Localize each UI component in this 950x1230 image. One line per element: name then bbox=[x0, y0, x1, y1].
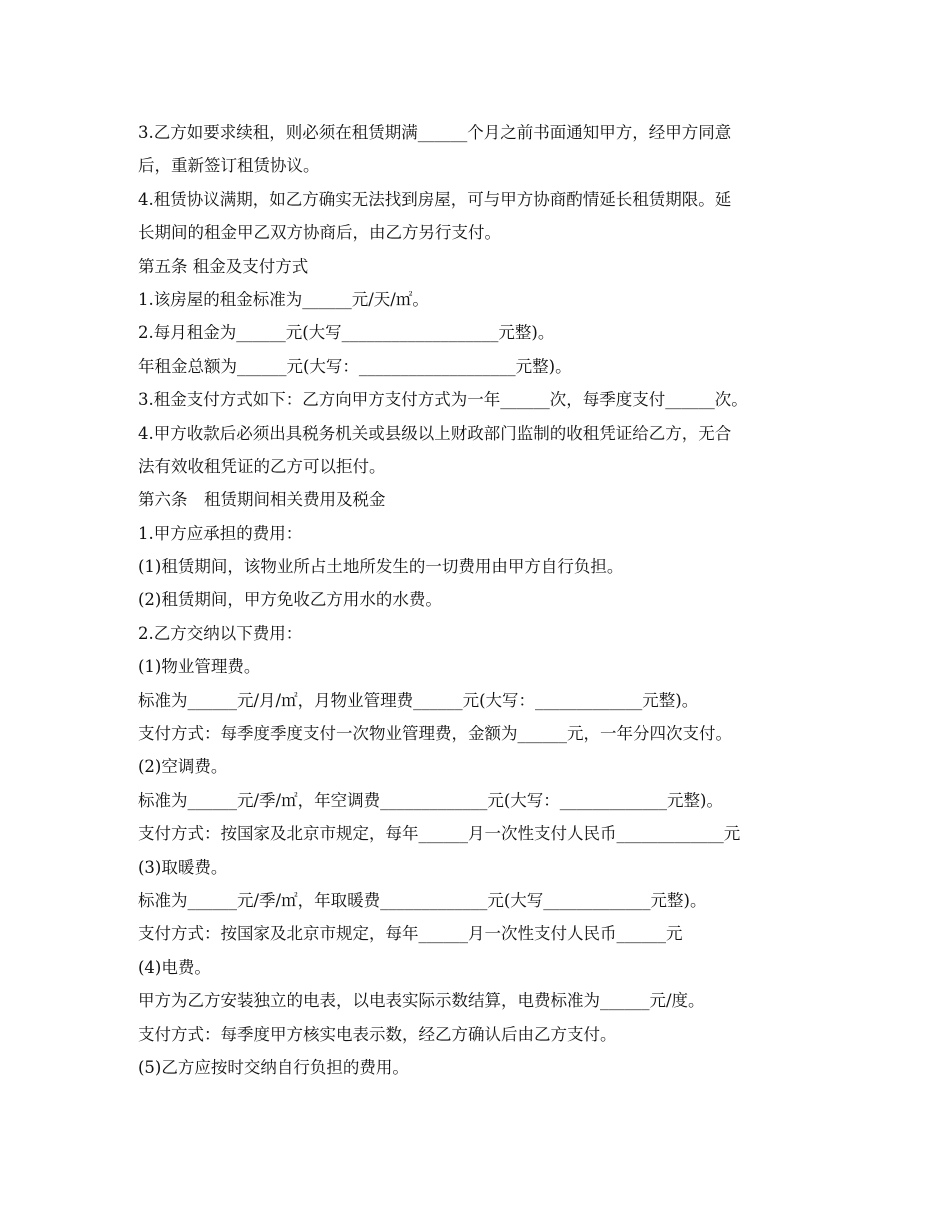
text-line: 4.甲方收款后必须出具税务机关或县级以上财政部门监制的收租凭证给乙方，无合 bbox=[138, 423, 732, 443]
text-line: 支付方式：每季度甲方核实电表示数，经乙方确认后由乙方支付。 bbox=[138, 1024, 617, 1044]
text-line: 4.租赁协议满期，如乙方确实无法找到房屋，可与甲方协商酌情延长租赁期限。延 bbox=[138, 189, 732, 209]
text-line: 年租金总额为______元(大写：___________________元整)。 bbox=[138, 356, 572, 376]
text-line: 1.甲方应承担的费用： bbox=[138, 523, 303, 543]
text-line: 标准为______元/季/㎡，年取暖费_____________元(大写_____________元整)。 bbox=[138, 890, 707, 910]
text-line: (2)租赁期间，甲方免收乙方用水的水费。 bbox=[138, 590, 442, 610]
text-line: 后，重新签订租赁协议。 bbox=[138, 156, 320, 176]
section-heading-article-5: 第五条 租金及支付方式 bbox=[138, 256, 309, 276]
section-heading-article-6: 第六条 租赁期间相关费用及税金 bbox=[138, 490, 386, 510]
text-line: (4)电费。 bbox=[138, 957, 211, 977]
text-line: (2)空调费。 bbox=[138, 757, 228, 777]
document-body bbox=[138, 116, 828, 1084]
text-line: (5)乙方应按时交纳自行负担的费用。 bbox=[138, 1057, 409, 1077]
text-line: (1)物业管理费。 bbox=[138, 657, 261, 677]
text-line: 法有效收租凭证的乙方可以拒付。 bbox=[138, 456, 386, 476]
text-line: 支付方式：每季度季度支付一次物业管理费，金额为______元，一年分四次支付。 bbox=[138, 724, 732, 744]
text-line: (3)取暖费。 bbox=[138, 857, 228, 877]
text-line: 1.该房屋的租金标准为______元/天/㎡。 bbox=[138, 289, 429, 309]
text-line: 3.租金支付方式如下：乙方向甲方支付方式为一年______次，每季度支付______次。 bbox=[138, 390, 748, 410]
text-line: 3.乙方如要求续租，则必须在租赁期满______个月之前书面通知甲方，经甲方同意 bbox=[138, 123, 732, 142]
text-line: (1)租赁期间，该物业所占土地所发生的一切费用由甲方自行负担。 bbox=[138, 557, 624, 577]
text-line: 支付方式：按国家及北京市规定，每年______月一次性支付人民币______元 bbox=[138, 924, 683, 944]
text-line: 支付方式：按国家及北京市规定，每年______月一次性支付人民币_____________元 bbox=[138, 824, 741, 844]
text-line: 2.每月租金为______元(大写___________________元整)。 bbox=[138, 323, 555, 343]
text-line: 标准为______元/季/㎡，年空调费_____________元(大写：_____________元整)。 bbox=[138, 790, 723, 810]
text-line: 长期间的租金甲乙双方协商后，由乙方另行支付。 bbox=[138, 223, 501, 243]
text-line: 2.乙方交纳以下费用： bbox=[138, 623, 303, 643]
text-line: 标准为______元/月/㎡，月物业管理费______元(大写：_____________元整)。 bbox=[138, 690, 699, 710]
text-line: 甲方为乙方安装独立的电表，以电表实际示数结算，电费标准为______元/度。 bbox=[138, 991, 705, 1011]
